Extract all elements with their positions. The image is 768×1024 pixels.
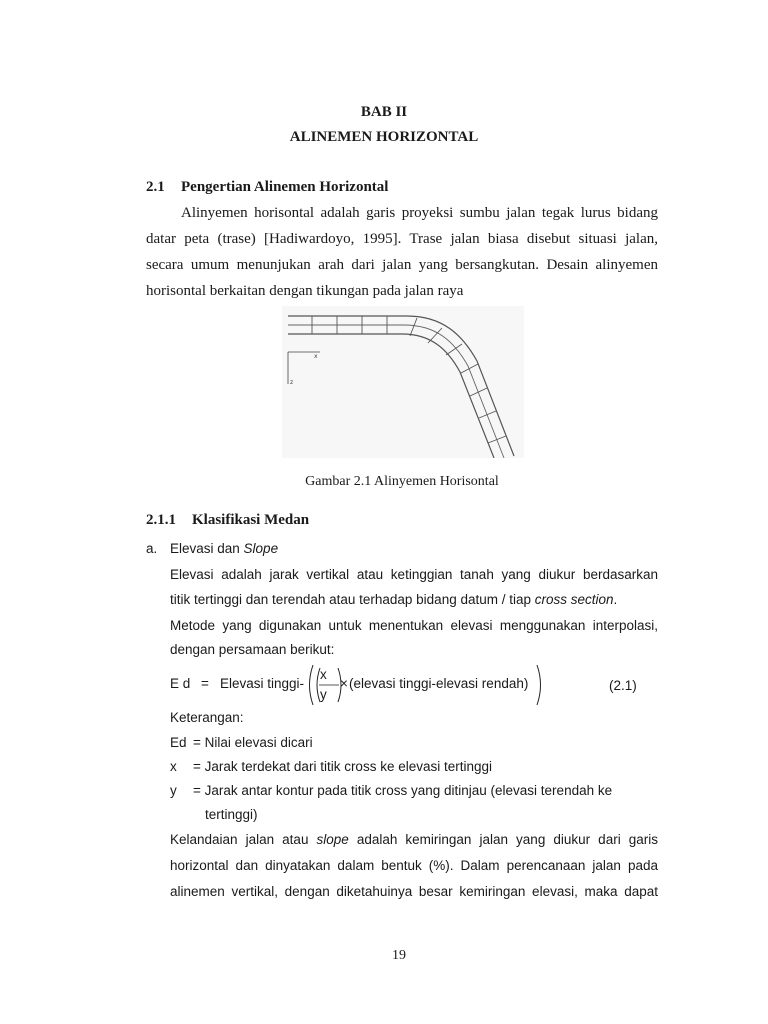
body-line	[170, 832, 658, 847]
equation-equals: =	[201, 676, 209, 691]
legend-description: = Nilai elevasi dicari	[193, 735, 313, 750]
body-line: datar peta (trase) [Hadiwardoyo, 1995]. Trase jalan biasa disebut situasi jalan,	[146, 231, 658, 247]
legend-symbol: y	[170, 783, 177, 798]
equation-term1: Elevasi tinggi-	[220, 676, 305, 691]
body-text: Kelandaian jalan atau	[170, 832, 317, 847]
section-title: Pengertian Alinemen Horizontal	[181, 179, 389, 195]
body-text: adalah kemiringan jalan yang diukur dari garis	[348, 832, 659, 847]
outer-left-brace	[310, 665, 314, 705]
legend-symbol: x	[170, 759, 177, 774]
list-item-italic: Slope	[243, 541, 279, 556]
alignment-drawing	[282, 306, 524, 458]
body-line: Metode yang digunakan untuk menentukan elevasi menggunakan interpolasi,	[170, 618, 658, 633]
body-line: alinemen vertikal, dengan diketahuinya besar kemiringan elevasi, maka dapat	[170, 884, 658, 899]
list-item-title	[170, 541, 278, 556]
fraction-numerator: x	[320, 667, 327, 682]
axis-z-label: z	[290, 379, 294, 386]
figure-background	[282, 306, 524, 458]
body-line	[170, 592, 617, 607]
figure-caption: Gambar 2.1 Alinyemen Horisontal	[305, 474, 499, 489]
body-line: secara umum menunjukan arah dari jalan yang bersangkutan. Desain alinyemen	[146, 257, 658, 273]
body-line: dengan persamaan berikut:	[170, 642, 335, 657]
body-text: titik tertinggi dan terendah atau terhadap bidang datum / tiap	[170, 592, 535, 607]
body-italic: cross section	[534, 592, 614, 607]
subsection-title: Klasifikasi Medan	[192, 512, 310, 528]
fraction-denominator: y	[320, 687, 327, 702]
legend-symbol: Ed	[170, 735, 187, 750]
body-italic: slope	[316, 832, 349, 847]
body-line: horisontal berkaitan dengan tikungan pada jalan raya	[146, 283, 464, 299]
equation-times: ×	[340, 676, 348, 691]
axis-x-label: x	[314, 353, 318, 360]
section-number: 2.1	[146, 179, 165, 195]
legend-description: = Jarak antar kontur pada titik cross yang ditinjau (elevasi terendah ke	[193, 783, 613, 798]
body-line: Elevasi adalah jarak vertikal atau ketinggian tanah yang diukur berdasarkan	[170, 567, 658, 582]
list-item-text: Elevasi dan	[170, 541, 244, 556]
legend-continuation: tertinggi)	[205, 807, 258, 822]
list-marker: a.	[146, 541, 158, 556]
alignment-figure	[282, 306, 524, 458]
page-number: 19	[392, 948, 406, 963]
chapter-label: BAB II	[360, 104, 408, 120]
equation-term2: (elevasi tinggi-elevasi rendah)	[349, 676, 529, 691]
body-line: horizontal dan dinyatakan dalam bentuk (%). Dalam perencanaan jalan pada	[170, 858, 658, 873]
legend-heading: Keterangan:	[170, 710, 244, 725]
equation-number: (2.1)	[609, 678, 637, 693]
body-text: .	[613, 592, 618, 607]
legend-description: = Jarak terdekat dari titik cross ke elevasi tertinggi	[193, 759, 493, 774]
body-line: Alinyemen horisontal adalah garis proyeksi sumbu jalan tegak lurus bidang	[181, 205, 658, 221]
outer-right-brace	[537, 665, 541, 705]
chapter-title: ALINEMEN HORIZONTAL	[289, 129, 479, 145]
equation-lhs: E d	[170, 676, 191, 691]
subsection-number: 2.1.1	[146, 512, 176, 528]
